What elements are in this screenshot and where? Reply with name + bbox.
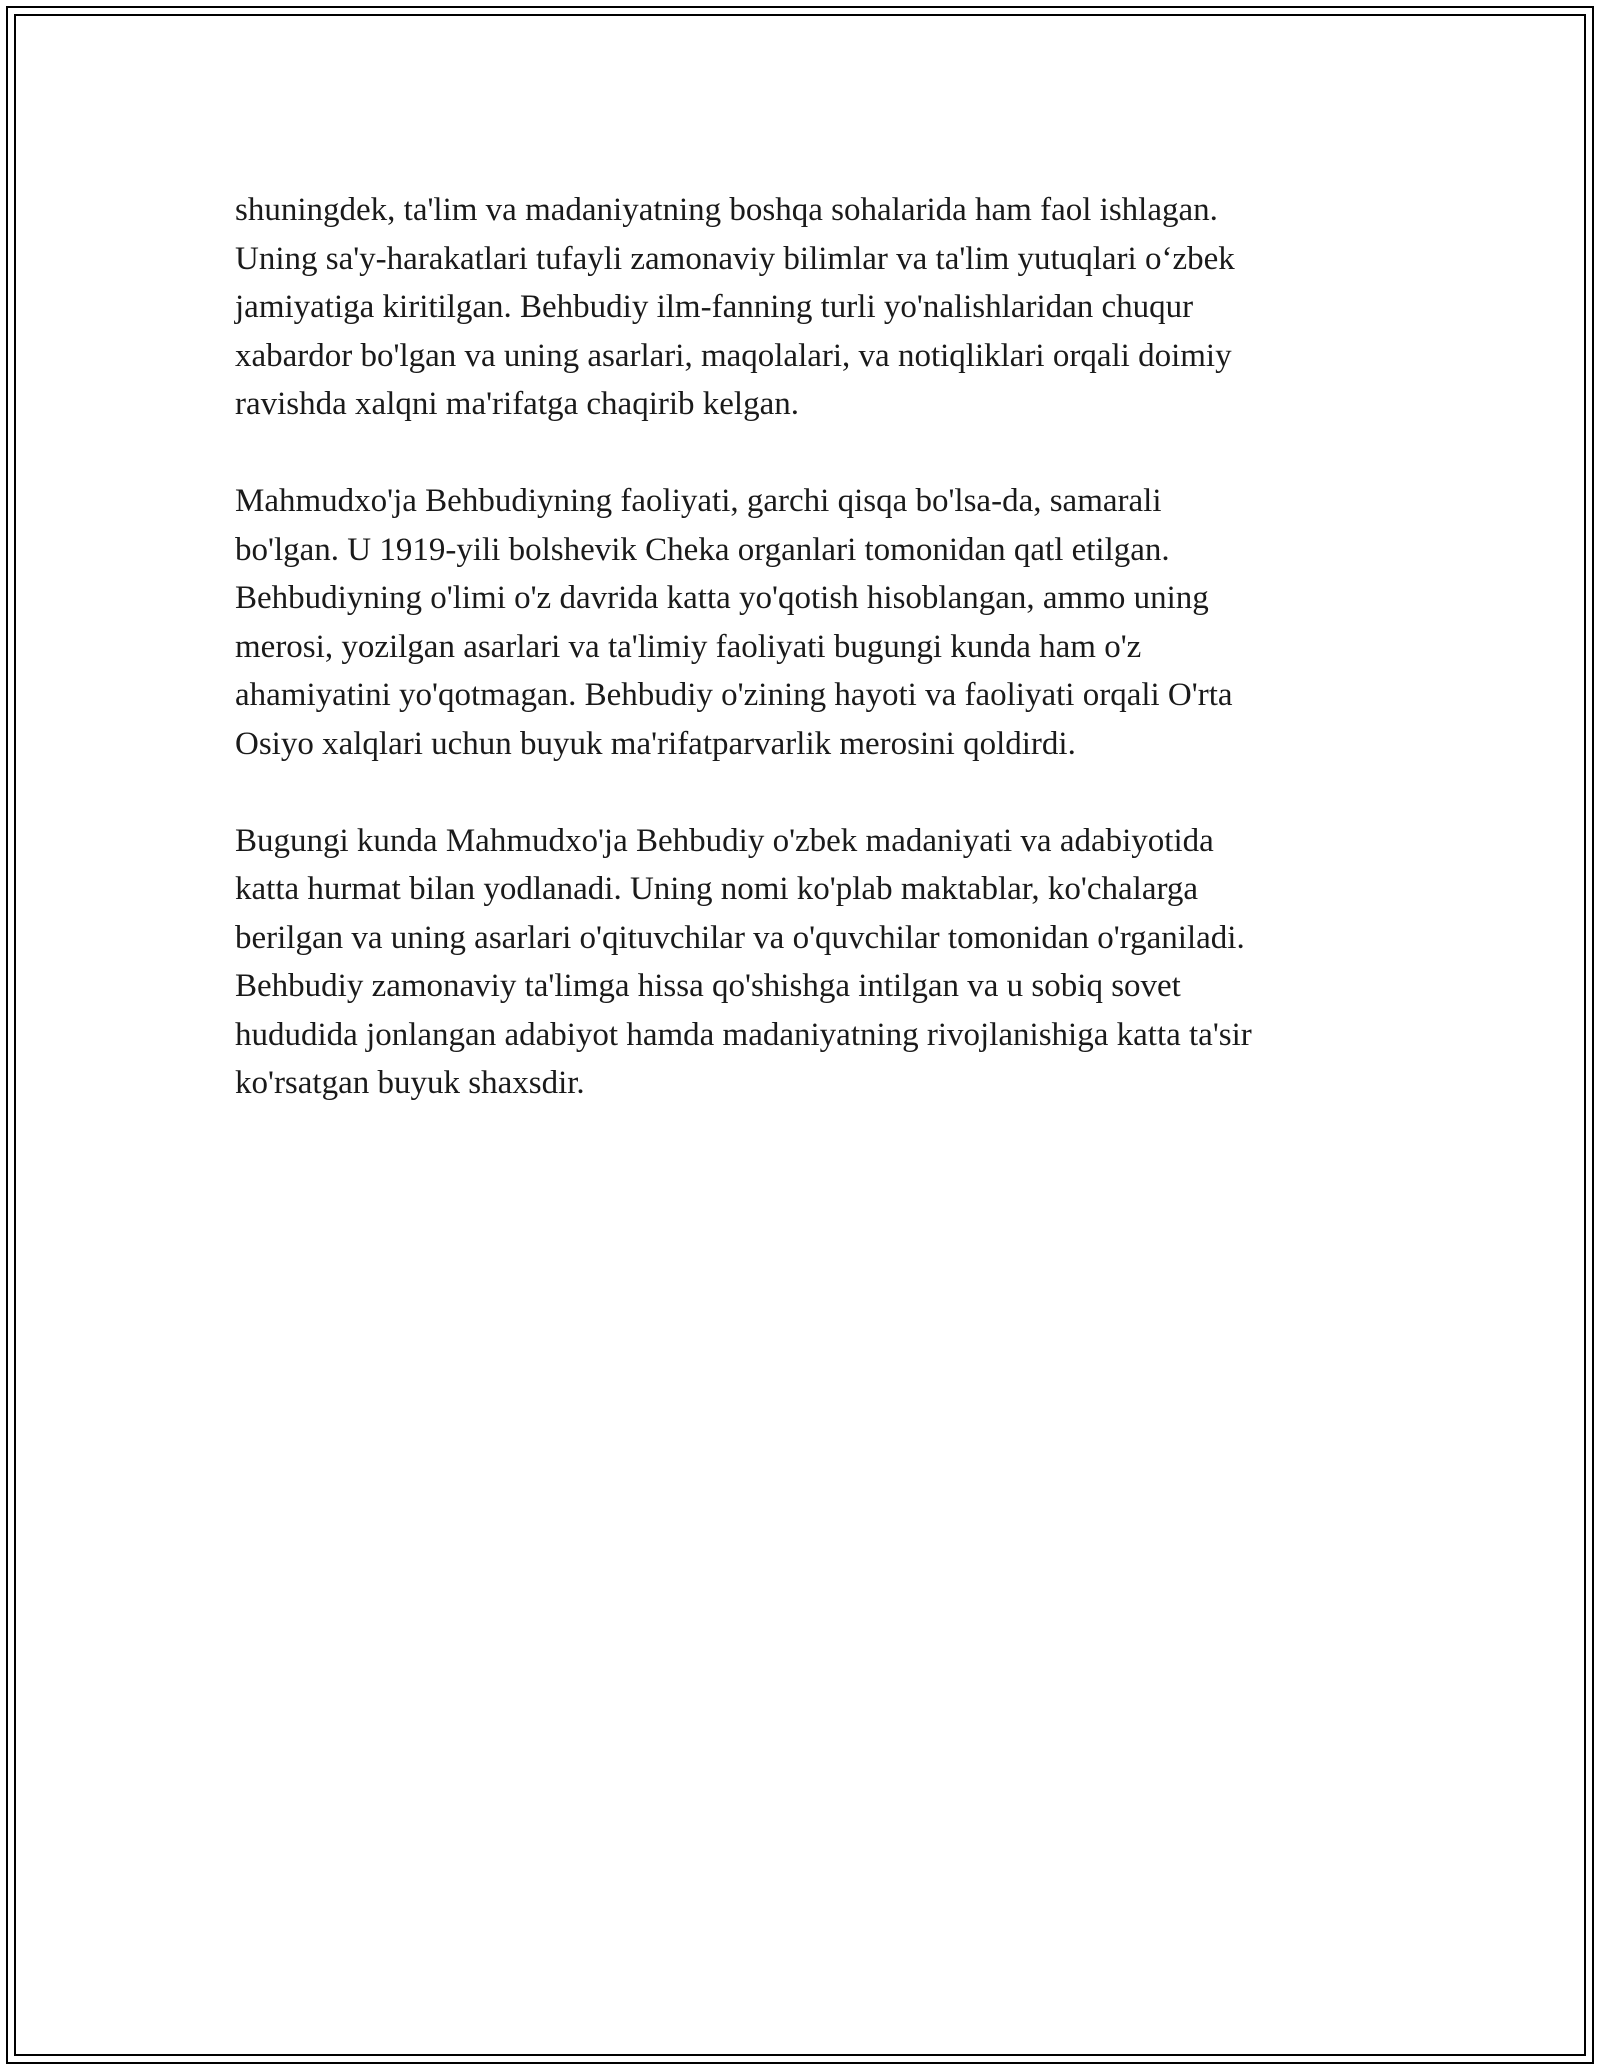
text-line: Behbudiyning o'limi o'z davrida katta yo'qotish hisoblangan, ammo uning	[235, 580, 1209, 616]
document-body	[235, 186, 1385, 1156]
text-line: Osiyo xalqlari uchun buyuk ma'rifatparvarlik merosini qoldirdi.	[235, 725, 1076, 762]
text-line: jamiyatiga kiritilgan. Behbudiy ilm-fanning turli yo'nalishlaridan chuqur	[235, 289, 1194, 325]
text-line: ko'rsatgan buyuk shaxsdir.	[235, 1065, 585, 1101]
text-line: Mahmudxo'ja Behbudiyning faoliyati, garchi qisqa bo'lsa-da, samarali	[235, 483, 1162, 519]
text-line: shuningdek, ta'lim va madaniyatning boshqa sohalarida ham faol ishlagan.	[235, 192, 1218, 228]
text-line: xabardor bo'lgan va uning asarlari, maqolalari, va notiqliklari orqali doimiy	[235, 337, 1232, 374]
text-line: merosi, yozilgan asarlari va ta'limiy faoliyati bugungi kunda ham o'z	[235, 628, 1142, 665]
text-line: Behbudiy zamonaviy ta'limga hissa qo'shishga intilgan va u sobiq sovet	[235, 968, 1181, 1004]
paragraph-1	[235, 186, 1385, 429]
text-line: Uning sa'y-harakatlari tufayli zamonaviy bilimlar va ta'lim yutuqlari o‘zbek	[235, 240, 1235, 277]
text-line: ravishda xalqni ma'rifatga chaqirib kelgan.	[235, 386, 799, 422]
text-line: berilgan va uning asarlari o'qituvchilar va o'quvchilar tomonidan o'rganiladi.	[235, 919, 1245, 956]
text-line: bo'lgan. U 1919-yili bolshevik Cheka organlari tomonidan qatl etilgan.	[235, 531, 1170, 568]
text-line: ahamiyatini yo'qotmagan. Behbudiy o'zining hayoti va faoliyati orqali O'rta	[235, 677, 1233, 713]
paragraph-3	[235, 817, 1385, 1108]
text-line: Bugungi kunda Mahmudxo'ja Behbudiy o'zbek madaniyati va adabiyotida	[235, 822, 1214, 859]
paragraph-2	[235, 477, 1385, 768]
text-line: katta hurmat bilan yodlanadi. Uning nomi ko'plab maktablar, ko'chalarga	[235, 871, 1199, 907]
text-line: hududida jonlangan adabiyot hamda madaniyatning rivojlanishiga katta ta'sir	[235, 1016, 1252, 1053]
